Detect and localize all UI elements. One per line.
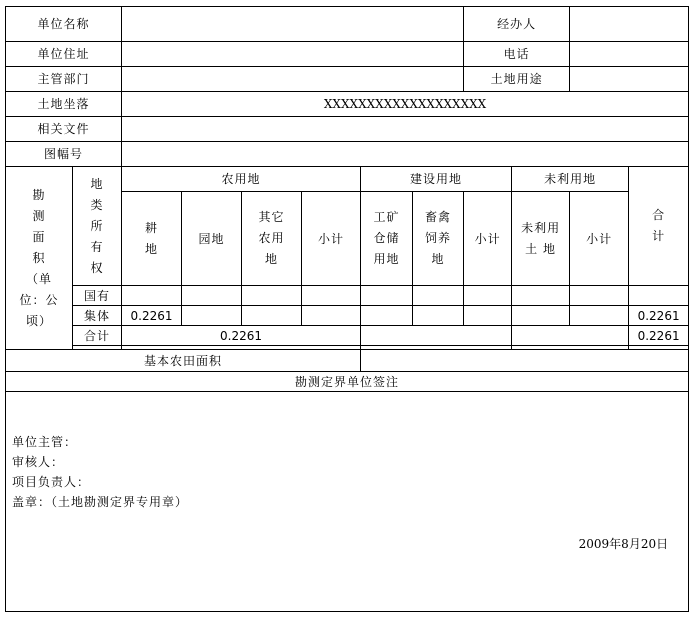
- collective-garden-cell[interactable]: [182, 306, 242, 326]
- related-docs-label: 相关文件: [6, 117, 122, 142]
- construction-land-header: 建设用地: [361, 167, 512, 192]
- handler-label: 经办人: [464, 7, 570, 42]
- garden-land-header: 园地: [182, 192, 242, 286]
- sum-agri-cell[interactable]: 0.2261: [122, 326, 361, 346]
- other-agri-land-header: 其它 农用 地: [242, 192, 302, 286]
- collective-owned-label: 集体: [73, 306, 122, 326]
- collective-livestock-cell[interactable]: [413, 306, 464, 326]
- handler-value[interactable]: [570, 7, 689, 42]
- state-cultivated-cell[interactable]: [122, 286, 182, 306]
- state-garden-cell[interactable]: [182, 286, 242, 306]
- unit-name-label: 单位名称: [6, 7, 122, 42]
- industrial-storage-header: 工矿 仓储 用地: [361, 192, 413, 286]
- state-total-cell[interactable]: [629, 286, 689, 306]
- sum-row-label: 合计: [73, 326, 122, 346]
- survey-area-unit-label: 勘 测 面 积 （单 位：公 顷）: [6, 167, 73, 350]
- state-agri-subtotal-cell[interactable]: [302, 286, 361, 306]
- collective-total-cell[interactable]: 0.2261: [629, 306, 689, 326]
- state-unused-cell[interactable]: [512, 286, 570, 306]
- land-location-label: 土地坐落: [6, 92, 122, 117]
- basic-farmland-label: 基本农田面积: [6, 350, 361, 372]
- authority-value[interactable]: [122, 67, 464, 92]
- basic-farmland-value[interactable]: [361, 350, 689, 372]
- livestock-land-header: 畜禽 饲养 地: [413, 192, 464, 286]
- sum-total-cell[interactable]: 0.2261: [629, 326, 689, 346]
- map-sheet-label: 图幅号: [6, 142, 122, 167]
- seal-line: 盖章：（土地勘测定界专用章）: [12, 495, 189, 509]
- collective-unused-cell[interactable]: [512, 306, 570, 326]
- phone-label: 电话: [464, 42, 570, 67]
- collective-industrial-cell[interactable]: [361, 306, 413, 326]
- land-survey-form: [5, 6, 689, 612]
- unit-address-label: 单位住址: [6, 42, 122, 67]
- related-docs-value[interactable]: [122, 117, 689, 142]
- collective-cultivated-cell[interactable]: 0.2261: [122, 306, 182, 326]
- collective-unused-subtotal-cell[interactable]: [570, 306, 629, 326]
- agri-subtotal-header: 小计: [302, 192, 361, 286]
- state-other-agri-cell[interactable]: [242, 286, 302, 306]
- authority-label: 主管部门: [6, 67, 122, 92]
- project-lead-line: 项目负责人：: [12, 475, 91, 489]
- unit-name-value[interactable]: [122, 7, 464, 42]
- survey-unit-signature-header: 勘测定界单位签注: [6, 372, 689, 392]
- unused-subtotal-header: 小计: [570, 192, 629, 286]
- land-use-value[interactable]: [570, 67, 689, 92]
- phone-value[interactable]: [570, 42, 689, 67]
- signature-date: 2009年8月20日: [578, 537, 669, 551]
- state-construction-subtotal-cell[interactable]: [464, 286, 512, 306]
- total-column-header: 合 计: [629, 167, 689, 286]
- state-owned-label: 国有: [73, 286, 122, 306]
- construction-subtotal-header: 小计: [464, 192, 512, 286]
- sum-unused-cell[interactable]: [512, 326, 629, 346]
- agricultural-land-header: 农用地: [122, 167, 361, 192]
- cultivated-land-header: 耕 地: [122, 192, 182, 286]
- unused-land-col-header: 未利用 土 地: [512, 192, 570, 286]
- signature-section: [6, 392, 689, 612]
- map-sheet-value[interactable]: [122, 142, 689, 167]
- sum-construction-cell[interactable]: [361, 326, 512, 346]
- land-location-value[interactable]: XXXXXXXXXXXXXXXXXXX: [122, 92, 689, 117]
- unused-land-header: 未利用地: [512, 167, 629, 192]
- unit-supervisor-line: 单位主管：: [12, 435, 78, 449]
- state-unused-subtotal-cell[interactable]: [570, 286, 629, 306]
- collective-agri-subtotal-cell[interactable]: [302, 306, 361, 326]
- unit-address-value[interactable]: [122, 42, 464, 67]
- state-livestock-cell[interactable]: [413, 286, 464, 306]
- collective-construction-subtotal-cell[interactable]: [464, 306, 512, 326]
- collective-other-agri-cell[interactable]: [242, 306, 302, 326]
- land-category-ownership-label: 地 类 所 有 权: [73, 167, 122, 286]
- state-industrial-cell[interactable]: [361, 286, 413, 306]
- reviewer-line: 审核人：: [12, 455, 65, 469]
- land-use-label: 土地用途: [464, 67, 570, 92]
